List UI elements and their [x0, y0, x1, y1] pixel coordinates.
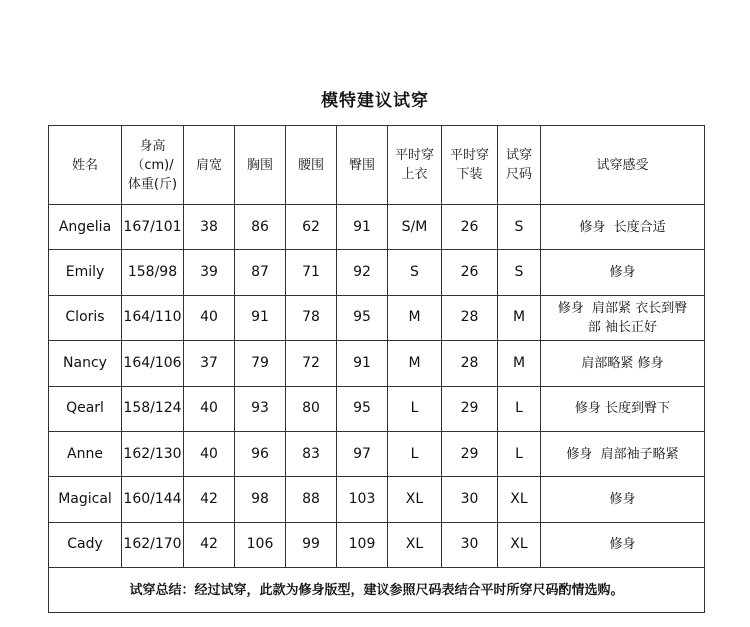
cell-usual-bottom: 26 — [442, 250, 498, 295]
feeling-line: 修身 — [609, 492, 636, 508]
header-line: 臀围 — [348, 157, 375, 173]
cell-usual-top: L — [388, 431, 442, 476]
header-feeling — [541, 126, 705, 205]
header-line: 平时穿 — [394, 148, 434, 163]
table-row — [49, 250, 705, 295]
cell-trial-size: S — [498, 205, 541, 250]
cell-height-weight: 160/144 — [122, 477, 184, 522]
cell-name: Magical — [49, 477, 122, 522]
header-shoulder — [184, 126, 235, 205]
cell-chest: 91 — [235, 295, 286, 340]
cell-chest: 87 — [235, 250, 286, 295]
cell-chest: 106 — [235, 522, 286, 567]
cell-name: Angelia — [49, 205, 122, 250]
cell-waist: 62 — [286, 205, 337, 250]
cell-chest: 86 — [235, 205, 286, 250]
cell-chest: 96 — [235, 431, 286, 476]
table-row — [49, 431, 705, 476]
cell-trial-size: L — [498, 386, 541, 431]
header-line: 下装 — [456, 167, 483, 182]
cell-waist: 83 — [286, 431, 337, 476]
cell-hip: 95 — [337, 295, 388, 340]
cell-feeling — [541, 205, 705, 250]
header-line: 尺码 — [505, 167, 532, 182]
cell-trial-size: M — [498, 295, 541, 340]
feeling-line: 部 袖长正好 — [587, 319, 658, 335]
cell-usual-bottom: 28 — [442, 341, 498, 386]
cell-name: Cady — [49, 522, 122, 567]
cell-feeling — [541, 431, 705, 476]
cell-usual-bottom: 30 — [442, 477, 498, 522]
cell-trial-size: S — [498, 250, 541, 295]
summary-text: 试穿总结：经过试穿，此款为修身版型，建议参照尺码表结合平时所穿尺码酌情选购。 — [49, 568, 705, 613]
cell-usual-top: S/M — [388, 205, 442, 250]
feeling-line: 修身 长度合适 — [579, 219, 666, 235]
cell-shoulder: 40 — [184, 386, 235, 431]
cell-chest: 93 — [235, 386, 286, 431]
header-line: 体重(斤) — [127, 176, 178, 192]
header-line: 上衣 — [401, 167, 428, 182]
table-row — [49, 295, 705, 340]
cell-waist: 80 — [286, 386, 337, 431]
header-line: 胸围 — [246, 157, 273, 173]
fitting-table — [48, 125, 705, 613]
header-line: 平时穿 — [449, 148, 489, 163]
cell-shoulder: 38 — [184, 205, 235, 250]
cell-chest: 98 — [235, 477, 286, 522]
cell-hip: 95 — [337, 386, 388, 431]
cell-trial-size: L — [498, 431, 541, 476]
table-row — [49, 477, 705, 522]
cell-height-weight: 158/98 — [122, 250, 184, 295]
table-row — [49, 341, 705, 386]
cell-name: Nancy — [49, 341, 122, 386]
header-line: 姓名 — [71, 157, 98, 173]
cell-usual-top: M — [388, 295, 442, 340]
cell-trial-size: M — [498, 341, 541, 386]
cell-waist: 71 — [286, 250, 337, 295]
header-line: 肩宽 — [195, 157, 222, 173]
cell-hip: 92 — [337, 250, 388, 295]
cell-waist: 88 — [286, 477, 337, 522]
cell-height-weight: 167/101 — [122, 205, 184, 250]
header-usual-top — [388, 126, 442, 205]
table-row — [49, 205, 705, 250]
cell-height-weight: 164/110 — [122, 295, 184, 340]
header-line: 身高 — [139, 138, 166, 154]
cell-height-weight: 162/170 — [122, 522, 184, 567]
header-hip — [337, 126, 388, 205]
cell-feeling — [541, 341, 705, 386]
header-chest — [235, 126, 286, 205]
header-name — [49, 126, 122, 205]
cell-name: Cloris — [49, 295, 122, 340]
page-title: 模特建议试穿 — [321, 91, 429, 111]
cell-usual-bottom: 29 — [442, 386, 498, 431]
cell-feeling — [541, 295, 705, 340]
cell-usual-bottom: 29 — [442, 431, 498, 476]
header-usual-bottom — [442, 126, 498, 205]
header-waist — [286, 126, 337, 205]
header-line: （cm)/ — [131, 157, 174, 173]
feeling-line: 修身 肩部紧 衣长到臀 — [557, 300, 688, 316]
cell-shoulder: 39 — [184, 250, 235, 295]
table-row — [49, 522, 705, 567]
cell-height-weight: 158/124 — [122, 386, 184, 431]
cell-height-weight: 162/130 — [122, 431, 184, 476]
cell-feeling — [541, 522, 705, 567]
header-line: 试穿 — [505, 148, 532, 163]
header-line: 试穿感受 — [596, 157, 649, 173]
header-height-weight — [122, 126, 184, 205]
cell-shoulder: 37 — [184, 341, 235, 386]
feeling-line: 修身 肩部袖子略紧 — [566, 446, 679, 462]
cell-feeling — [541, 250, 705, 295]
cell-shoulder: 40 — [184, 295, 235, 340]
cell-usual-bottom: 30 — [442, 522, 498, 567]
summary-row — [49, 568, 705, 613]
cell-waist: 99 — [286, 522, 337, 567]
header-trial-size — [498, 126, 541, 205]
cell-hip: 103 — [337, 477, 388, 522]
cell-usual-bottom: 26 — [442, 205, 498, 250]
cell-shoulder: 42 — [184, 522, 235, 567]
cell-hip: 109 — [337, 522, 388, 567]
cell-name: Qearl — [49, 386, 122, 431]
header-row — [49, 126, 705, 205]
cell-shoulder: 42 — [184, 477, 235, 522]
cell-feeling — [541, 477, 705, 522]
table-row — [49, 386, 705, 431]
cell-usual-top: XL — [388, 477, 442, 522]
feeling-line: 修身 — [609, 537, 636, 553]
cell-chest: 79 — [235, 341, 286, 386]
cell-usual-top: S — [388, 250, 442, 295]
cell-height-weight: 164/106 — [122, 341, 184, 386]
cell-usual-bottom: 28 — [442, 295, 498, 340]
cell-hip: 91 — [337, 341, 388, 386]
feeling-line: 修身 长度到臀下 — [574, 401, 671, 417]
cell-name: Anne — [49, 431, 122, 476]
cell-trial-size: XL — [498, 477, 541, 522]
cell-name: Emily — [49, 250, 122, 295]
cell-shoulder: 40 — [184, 431, 235, 476]
feeling-line: 肩部略紧 修身 — [581, 355, 664, 371]
cell-hip: 91 — [337, 205, 388, 250]
cell-feeling — [541, 386, 705, 431]
feeling-line: 修身 — [609, 265, 636, 281]
cell-usual-top: L — [388, 386, 442, 431]
cell-waist: 72 — [286, 341, 337, 386]
cell-waist: 78 — [286, 295, 337, 340]
cell-usual-top: M — [388, 341, 442, 386]
header-line: 腰围 — [297, 157, 324, 173]
cell-hip: 97 — [337, 431, 388, 476]
cell-usual-top: XL — [388, 522, 442, 567]
cell-trial-size: XL — [498, 522, 541, 567]
